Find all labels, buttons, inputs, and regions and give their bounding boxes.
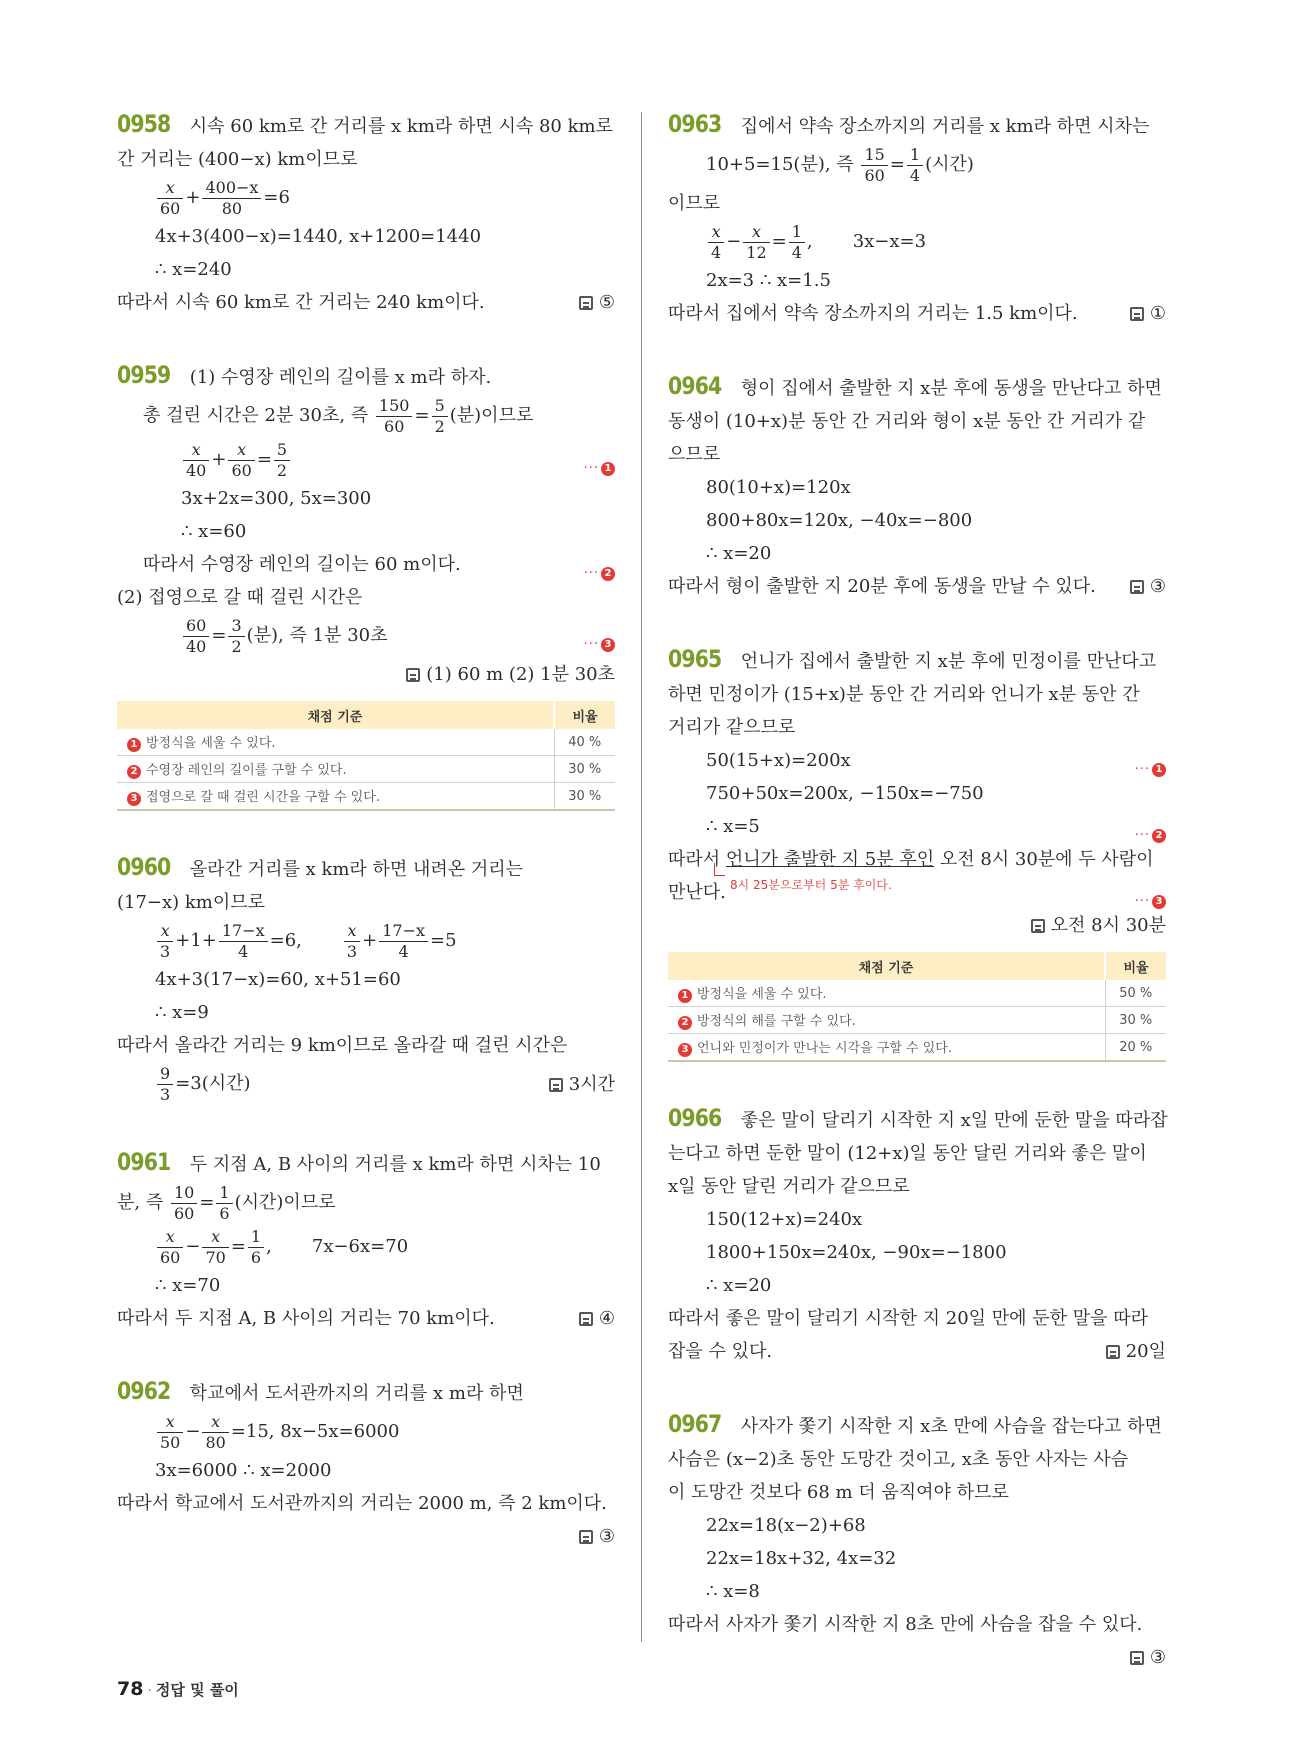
answer: 20일 (1106, 1335, 1166, 1368)
problem-number: 0964 (668, 372, 722, 400)
answer-icon (579, 296, 593, 310)
problem-0964: 0964 형이 집에서 출발한 지 x분 후에 동생을 만난다고 하면 동생이 (10+x)분 동안 간 거리와 형이 x분 동안 간 거리가 같 으므로 80(10+x)=120x 800+80x=120x, −40x=−800 ∴ x=20 따라서 형이 출발한 지 20분 후에 동생을 만날 수 있다. ③ (668, 370, 1166, 603)
step-marker-1: ··· 1 (1135, 753, 1166, 786)
problem-number: 0965 (668, 645, 722, 673)
problem-0958: 0958 시속 60 km로 간 거리를 x km라 하면 시속 80 km로 간 거리는 (400−x) km이므로 $\frac{x}{60}$ + $\frac{400-x}{80}$ =6 4x+3(400−x)=1440, x+1200=1440 ∴ x=240 따라서 시속 60 km로 간 거리는 240 km이다. ⑤ (117, 108, 615, 319)
step-marker-2: ··· 2 (1135, 819, 1166, 852)
grading-table: 채점 기준 비율 1 방정식을 세울 수 있다. 50 % 2 방정식의 해를 구할 수 있다. 30 % 3 언니와 민정이가 만나는 시각을 구할 수 있다. 20 % (668, 952, 1166, 1062)
answer-icon (1130, 307, 1144, 321)
problem-number: 0962 (117, 1377, 171, 1405)
answer-icon (549, 1078, 563, 1092)
answer: ③ (1130, 1641, 1166, 1674)
problem-number: 0966 (668, 1104, 722, 1132)
problem-0967: 0967 사자가 쫓기 시작한 지 x초 만에 사슴을 잡는다고 하면 사슴은 (x−2)초 동안 도망간 것이고, x초 동안 사자는 사슴 이 도망간 것보다 68 m 더 움직여야 하므로 22x=18(x−2)+68 22x=18x+32, 4x=32 ∴ x=8 따라서 사자가 쫓기 시작한 지 8초 만에 사슴을 잡을 수 있다. ③ (668, 1408, 1166, 1674)
answer: (1) 60 m (2) 1분 30초 (406, 658, 615, 691)
problem-0965: 0965 언니가 집에서 출발한 지 x분 후에 민정이를 만난다고 하면 민정이가 (15+x)분 동안 간 거리와 언니가 x분 동안 간 거리가 같으므로 50(15+x)=200x ··· 1 750+50x=200x, −150x=−750 ∴ x=5 ··· 2 따라서 언니가 출발한 지 5분 후인 오전 8시 30분에 두 사람이 8시 25분으로부터 5분 후이다. 만난다. ··· 3 오전 8시 30분 채점 기준 비율 1 방정식을 세울 수 있다. 50 % 2 방정식의 해를 구할 수 있다. 30 % 3 언니와 민정이가 만나는 시각을 구할 수 있다. 20 % (668, 643, 1166, 1062)
table-row: 1 방정식을 세울 수 있다. 50 % (668, 980, 1166, 1007)
equation: $\frac{x}{4}$ − $\frac{x}{12}$ = $\frac{1}{4}$ , 3x−x=3 (668, 220, 1166, 264)
step-marker-3: ··· 3 (584, 623, 615, 667)
step-marker-1: ··· 1 (584, 447, 615, 491)
step-marker-2: ··· 2 (584, 557, 615, 590)
table-row: 3 언니와 민정이가 만나는 시각을 구할 수 있다. 20 % (668, 1034, 1166, 1062)
problem-number: 0960 (117, 853, 171, 881)
problem-0960: 0960 올라간 거리를 x km라 하면 내려온 거리는 (17−x) km이므로 $\frac{x}{3}$ +1+ $\frac{17-x}{4}$ =6, $\frac{x}{3}$ + $\frac{17-x}{4}$ =5 4x+3(17−x)=60, x+51=60 ∴ x=9 따라서 올라간 거리는 9 km이므로 올라갈 때 걸린 시간은 $\frac{9}{3}$ =3(시간) 3시간 (117, 853, 615, 1104)
grading-table: 채점 기준 비율 1 방정식을 세울 수 있다. 40 % 2 수영장 레인의 길이를 구할 수 있다. 30 % 3 접영으로 갈 때 걸린 시간을 구할 수 있다. 30 % (117, 701, 615, 811)
problem-number: 0961 (117, 1148, 171, 1176)
answer-icon (579, 1530, 593, 1544)
table-row: 1 방정식을 세울 수 있다. 40 % (117, 729, 615, 756)
equation: $\frac{x}{40}$ + $\frac{x}{60}$ = $\frac{5}{2}$ ··· 1 (117, 438, 615, 482)
answer: ① (1130, 297, 1166, 330)
problem-number: 0958 (117, 110, 171, 138)
left-column (117, 108, 615, 1593)
right-column (668, 108, 1166, 1714)
equation: $\frac{x}{60}$ − $\frac{x}{70}$ = $\frac{1}{6}$ , 7x−6x=70 (117, 1225, 615, 1269)
table-row: 3 접영으로 갈 때 걸린 시간을 구할 수 있다. 30 % (117, 783, 615, 811)
annotation-note: 8시 25분으로부터 5분 후이다. (730, 869, 892, 902)
page-footer: 78 · 정답 및 풀이 (117, 1678, 239, 1700)
answer: 오전 8시 30분 (1031, 909, 1166, 942)
equation: $\frac{x}{3}$ +1+ $\frac{17-x}{4}$ =6, $\frac{x}{3}$ + $\frac{17-x}{4}$ =5 (117, 919, 615, 963)
answer-icon (1106, 1345, 1120, 1359)
answer-icon (579, 1312, 593, 1326)
footer-label: 정답 및 풀이 (155, 1681, 239, 1699)
answer-icon (1130, 580, 1144, 594)
column-divider (641, 112, 642, 1642)
answer: ③ (1130, 570, 1166, 603)
equation: $\frac{x}{50}$ − $\frac{x}{80}$ =15, 8x−5x=6000 (117, 1410, 615, 1454)
problem-0962: 0962 학교에서 도서관까지의 거리를 x m라 하면 $\frac{x}{50}$ − $\frac{x}{80}$ =15, 8x−5x=6000 3x=6000 ∴ x=2000 따라서 학교에서 도서관까지의 거리는 2000 m, 즉 2 km이다. ③ (117, 1375, 615, 1553)
problem-0961: 0961 두 지점 A, B 사이의 거리를 x km라 하면 시차는 10 분, 즉 $\frac{10}{60}$ = $\frac{1}{6}$ (시간)이므로 $\frac{x}{60}$ − $\frac{x}{70}$ = $\frac{1}{6}$ , 7x−6x=70 ∴ x=70 따라서 두 지점 A, B 사이의 거리는 70 km이다. ④ (117, 1146, 615, 1335)
problem-0959: 0959 (1) 수영장 레인의 길이를 x m라 하자. 총 걸린 시간은 2분 30초, 즉 $\frac{150}{60}$ = $\frac{5}{2}$ (분)이므로 $\frac{x}{40}$ + $\frac{x}{60}$ = $\frac{5}{2}$ ··· 1 3x+2x=300, 5x=300 ∴ x=60 따라서 수영장 레인의 길이는 60 m이다. ··· 2 (2) 접영으로 갈 때 걸린 시간은 $\frac{60}{40}$ = $\frac{3}{2}$ (분), 즉 1분 30초 ··· 3 (1) 60 m (2) 1분 30초 채점 기준 비율 1 방정식을 세울 수 있다. 40 % 2 수영장 레인의 길이를 구할 수 있다. 30 % 3 접영으로 갈 때 걸린 시간을 구할 수 있다. 30 % (117, 359, 615, 811)
answer: ⑤ (579, 286, 615, 319)
problem-number: 0959 (117, 361, 171, 389)
answer: ③ (579, 1520, 615, 1553)
problem-number: 0967 (668, 1410, 722, 1438)
answer-icon (406, 668, 420, 682)
answer: 3시간 (549, 1068, 615, 1101)
page-number: 78 (117, 1678, 144, 1700)
table-row: 2 수영장 레인의 길이를 구할 수 있다. 30 % (117, 756, 615, 783)
answer-icon (1130, 1651, 1144, 1665)
step-marker-3: ··· 3 (1135, 885, 1166, 918)
problem-0966: 0966 좋은 말이 달리기 시작한 지 x일 만에 둔한 말을 따라잡 는다고 하면 둔한 말이 (12+x)일 동안 달린 거리와 좋은 말이 x일 동안 달린 거리가 같으므로 150(12+x)=240x 1800+150x=240x, −90x=−1800 ∴ x=20 따라서 좋은 말이 달리기 시작한 지 20일 만에 둔한 말을 따라 잡을 수 있다. 20일 (668, 1102, 1166, 1368)
equation: $\frac{x}{60}$ + $\frac{400-x}{80}$ =6 (117, 176, 615, 220)
answer: ④ (579, 1302, 615, 1335)
problem-number: 0963 (668, 110, 722, 138)
problem-0963: 0963 집에서 약속 장소까지의 거리를 x km라 하면 시차는 10+5=15(분), 즉 $\frac{15}{60}$ = $\frac{1}{4}$ (시간) 이므로 $\frac{x}{4}$ − $\frac{x}{12}$ = $\frac{1}{4}$ , 3x−x=3 2x=3 ∴ x=1.5 따라서 집에서 약속 장소까지의 거리는 1.5 km이다. ① (668, 108, 1166, 330)
answer-icon (1031, 919, 1045, 933)
table-row: 2 방정식의 해를 구할 수 있다. 30 % (668, 1007, 1166, 1034)
